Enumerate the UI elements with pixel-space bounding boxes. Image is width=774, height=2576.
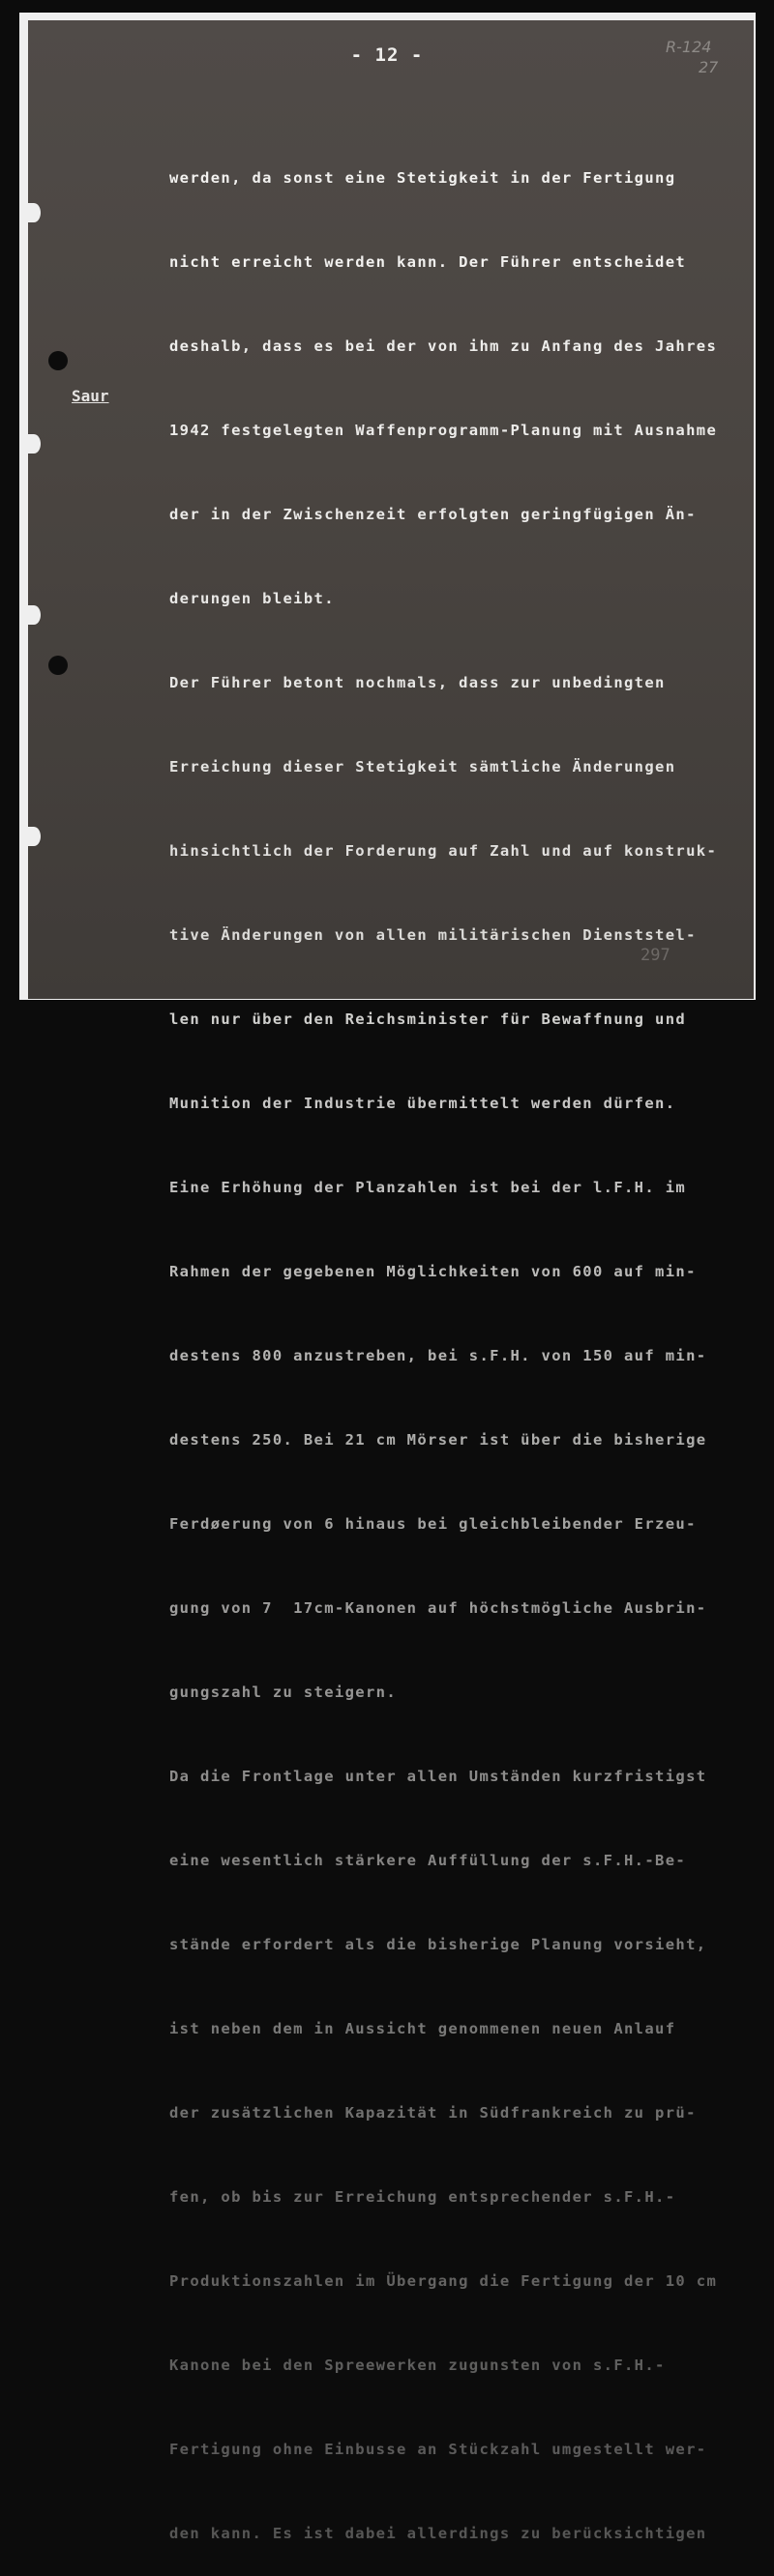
text-line: Produktionszahlen im Übergang die Fertigung der 10 cm	[169, 2272, 718, 2290]
footer-page-number: 297	[640, 946, 670, 965]
text-line: destens 250. Bei 21 cm Mörser ist über die bisherige	[169, 1431, 707, 1449]
text-line: gung von 7 17cm-Kanonen auf höchstmögliche Ausbrin-	[169, 1599, 707, 1617]
text-line: Da die Frontlage unter allen Umständen kurzfristigst	[169, 1768, 707, 1785]
text-line: den kann. Es ist dabei allerdings zu berücksichtigen	[169, 2525, 707, 2542]
reference-annotation	[666, 37, 718, 77]
punch-hole	[27, 827, 41, 846]
text-line: Kanone bei den Spreewerken zugunsten von s.F.H.-	[169, 2356, 666, 2374]
text-line: der zusätzlichen Kapazität in Südfrankreich zu prü-	[169, 2104, 697, 2122]
text-line: nicht erreicht werden kann. Der Führer entscheidet	[169, 253, 687, 271]
text-line: len nur über den Reichsminister für Bewaffnung und	[169, 1010, 687, 1028]
body-text	[169, 108, 730, 2576]
text-line: destens 800 anzustreben, bei s.F.H. von 150 auf min-	[169, 1347, 707, 1364]
text-line: Der Führer betont nochmals, dass zur unbedingten	[169, 674, 666, 691]
text-line: Rahmen der gegebenen Möglichkeiten von 600 auf min-	[169, 1263, 697, 1280]
text-line: stände erfordert als die bisherige Planung vorsieht,	[169, 1936, 707, 1953]
reference-line-2: 27	[699, 58, 719, 76]
text-line: derungen bleibt.	[169, 590, 335, 607]
punch-hole	[27, 203, 41, 222]
text-line: ist neben dem in Aussicht genommenen neuen Anlauf	[169, 2020, 676, 2037]
punch-hole	[48, 656, 68, 675]
text-line: Ferdøerung von 6 hinaus bei gleichbleibender Erzeu-	[169, 1515, 697, 1533]
text-line: Munition der Industrie übermittelt werden dürfen.	[169, 1095, 676, 1112]
text-line: Eine Erhöhung der Planzahlen ist bei der l.F.H. im	[169, 1179, 687, 1196]
text-line: eine wesentlich stärkere Auffüllung der s.F.H.-Be-	[169, 1852, 687, 1869]
page-number: - 12 -	[350, 44, 424, 66]
text-line: der in der Zwischenzeit erfolgten geringfügigen Än-	[169, 506, 697, 523]
punch-hole	[27, 605, 41, 625]
margin-note: Saur	[72, 387, 109, 405]
text-line: Erreichung dieser Stetigkeit sämtliche Änderungen	[169, 758, 676, 776]
text-line: deshalb, dass es bei der von ihm zu Anfang des Jahres	[169, 337, 718, 355]
reference-line-1: R-124	[666, 38, 712, 56]
text-line: tive Änderungen von allen militärischen Dienststel-	[169, 926, 697, 944]
text-line: Fertigung ohne Einbusse an Stückzahl umgestellt wer-	[169, 2441, 707, 2458]
punch-hole	[27, 434, 41, 454]
text-line: hinsichtlich der Forderung auf Zahl und auf konstruk-	[169, 842, 718, 860]
text-line: fen, ob bis zur Erreichung entsprechender s.F.H.-	[169, 2188, 676, 2206]
punch-hole	[48, 351, 68, 370]
text-line: werden, da sonst eine Stetigkeit in der Fertigung	[169, 169, 676, 187]
text-line: 1942 festgelegten Waffenprogramm-Planung mit Ausnahme	[169, 422, 718, 439]
text-line: gungszahl zu steigern.	[169, 1683, 397, 1701]
